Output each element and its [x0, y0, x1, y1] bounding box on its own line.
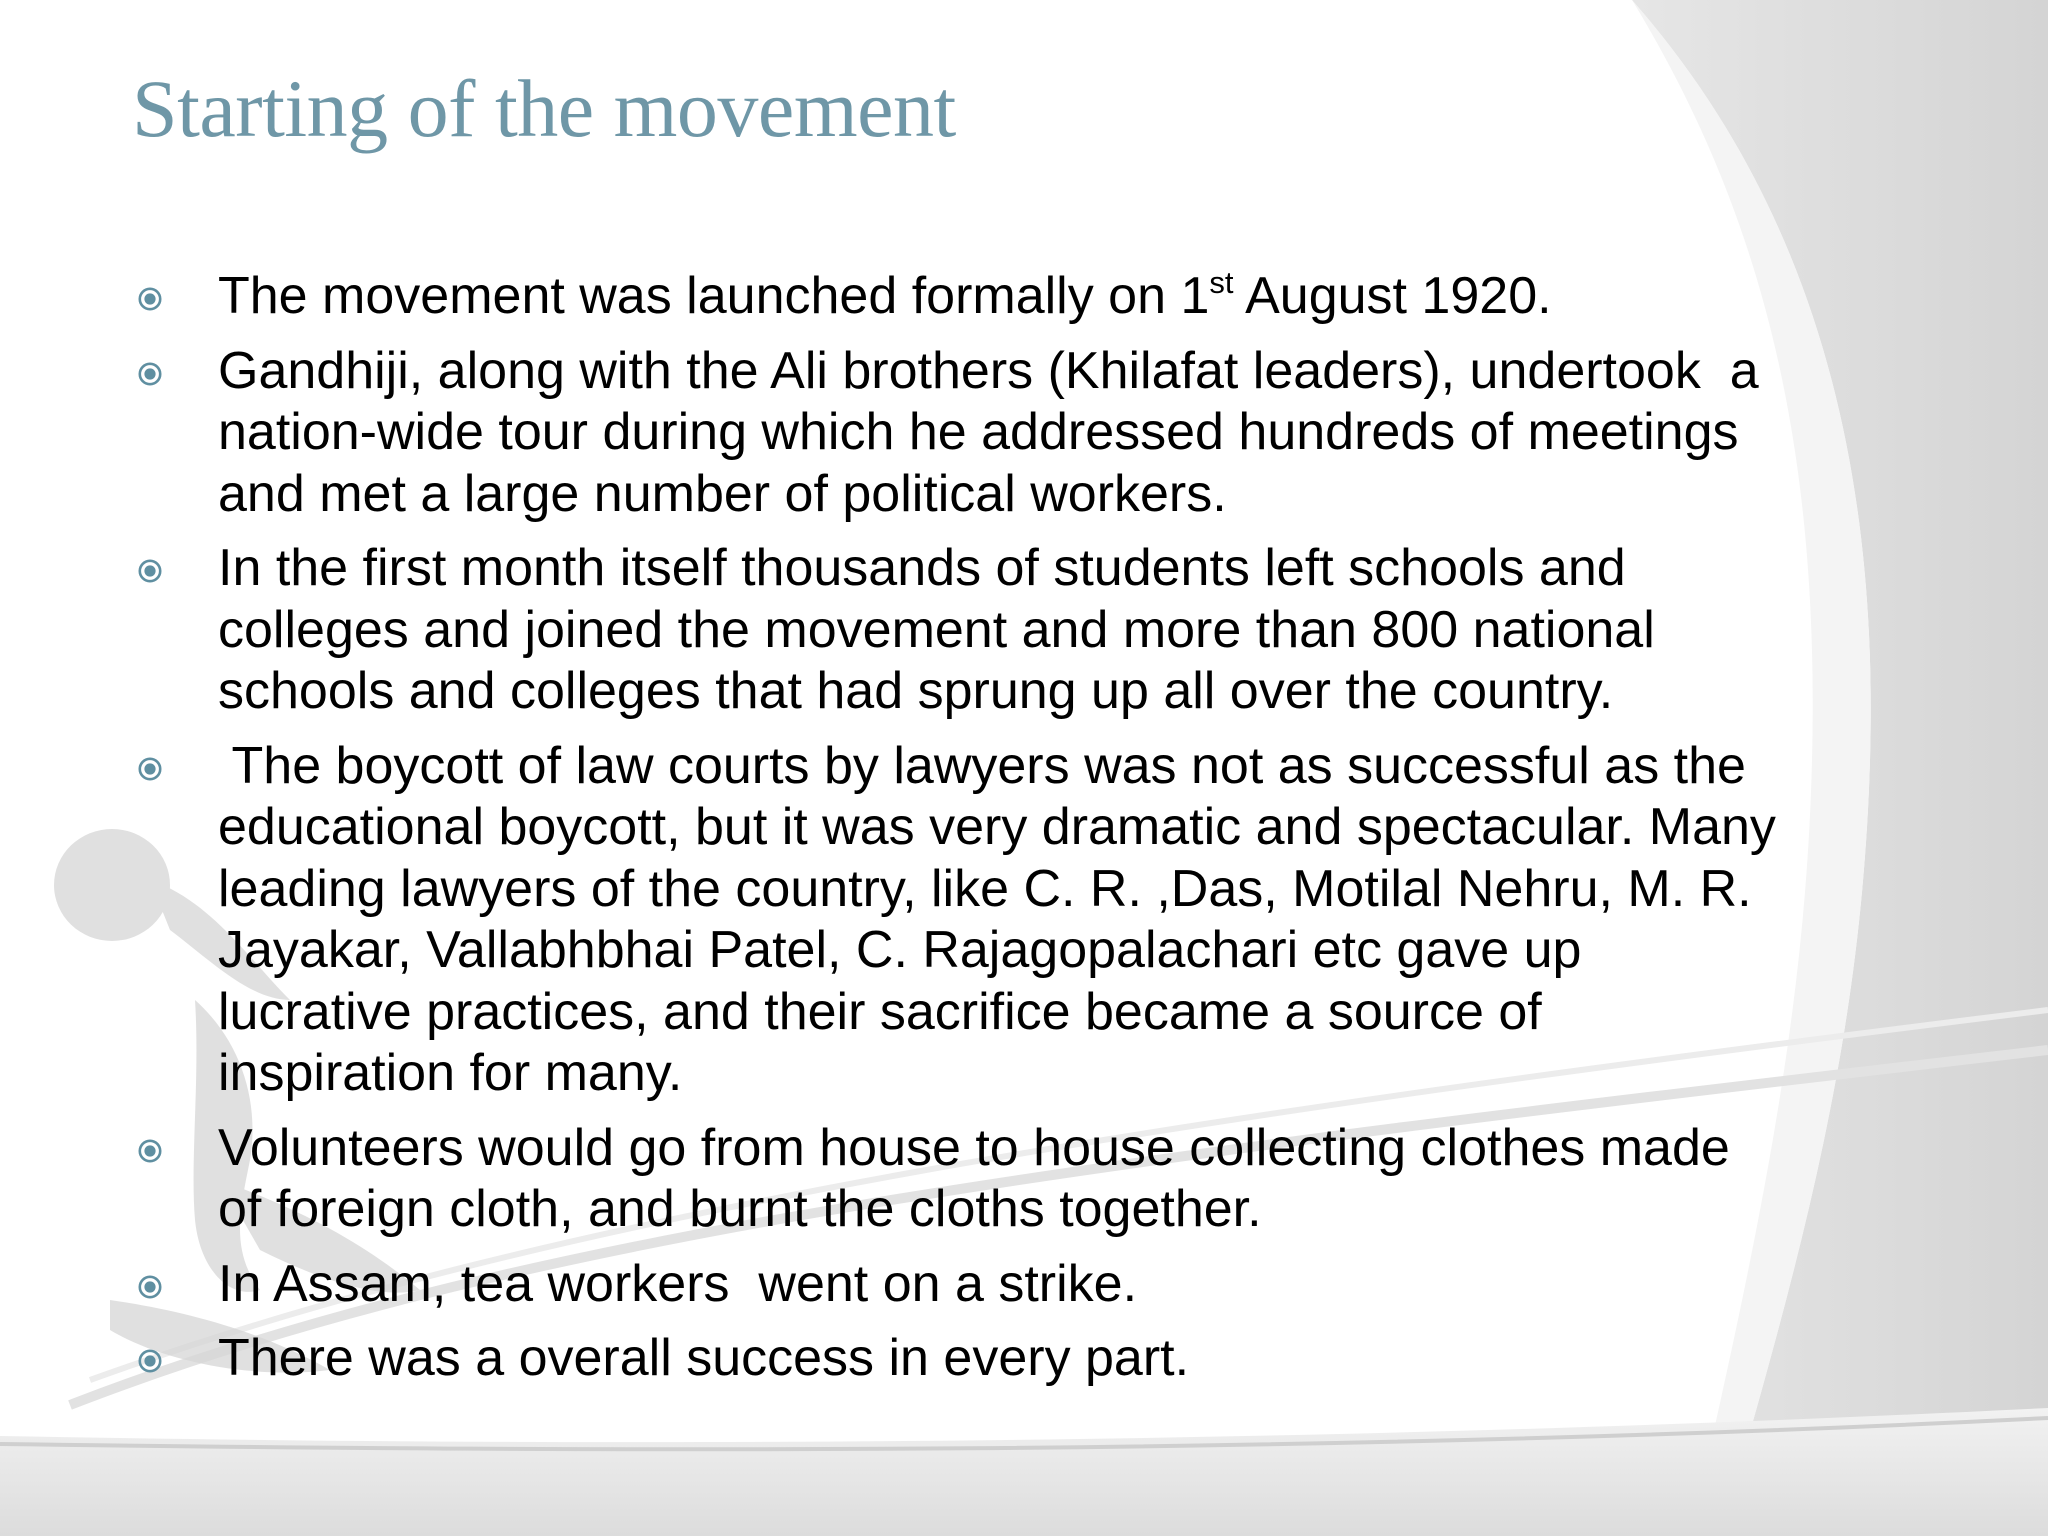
bullet-list	[130, 266, 1930, 1403]
bullet-text: There was a overall success in every part.	[218, 1329, 1190, 1387]
bullet-text	[218, 266, 1930, 328]
circled-dot-bullet-icon	[138, 1349, 162, 1373]
circled-dot-bullet-icon	[138, 1139, 162, 1163]
bullet-text: The boycott of law courts by lawyers was not as successful as the educational boycott, but it was very dramatic and spectacular. Many leading lawyers of the country, like C. R. ,Das, Motilal Nehru, M. R. Jayakar, Vallabhbhai Patel, C. Rajagopalachari etc gave up lucrative practices, and their sacrifice became a source of inspiration for many.	[218, 736, 1776, 1102]
bullet-item	[130, 1118, 1930, 1241]
slide-title: Starting of the movement	[132, 63, 956, 154]
bullet-text: Volunteers would go from house to house collecting clothes made of foreign cloth, and burnt the cloths together.	[218, 1118, 1730, 1238]
circled-dot-bullet-icon	[138, 1275, 162, 1299]
circled-dot-bullet-icon	[138, 362, 162, 386]
bullet-text-after: August 1920.	[1233, 267, 1552, 325]
bottom-gray-band	[0, 1408, 2048, 1536]
bullet-text: In Assam, tea workers went on a strike.	[218, 1254, 1138, 1313]
bullet-text-before: The movement was launched formally on 1	[218, 267, 1210, 325]
bullet-item	[130, 538, 1930, 723]
bullet-item	[130, 1254, 1930, 1316]
bullet-item	[130, 736, 1930, 1105]
circled-dot-bullet-icon	[138, 559, 162, 583]
bullet-item	[130, 266, 1930, 328]
bullet-item	[130, 1328, 1930, 1390]
bullet-item	[130, 341, 1930, 526]
bullet-text: Gandhiji, along with the Ali brothers (Khilafat leaders), undertook a nation-wide tour during which he addressed hundreds of meetings and met a large number of political workers.	[218, 341, 1759, 523]
ordinal-superscript: st	[1209, 265, 1234, 300]
circled-dot-bullet-icon	[138, 757, 162, 781]
circled-dot-bullet-icon	[138, 287, 162, 311]
bullet-text: In the first month itself thousands of students left schools and colleges and joined the movement and more than 800 national schools and colleges that had sprung up all over the country.	[218, 539, 1655, 720]
